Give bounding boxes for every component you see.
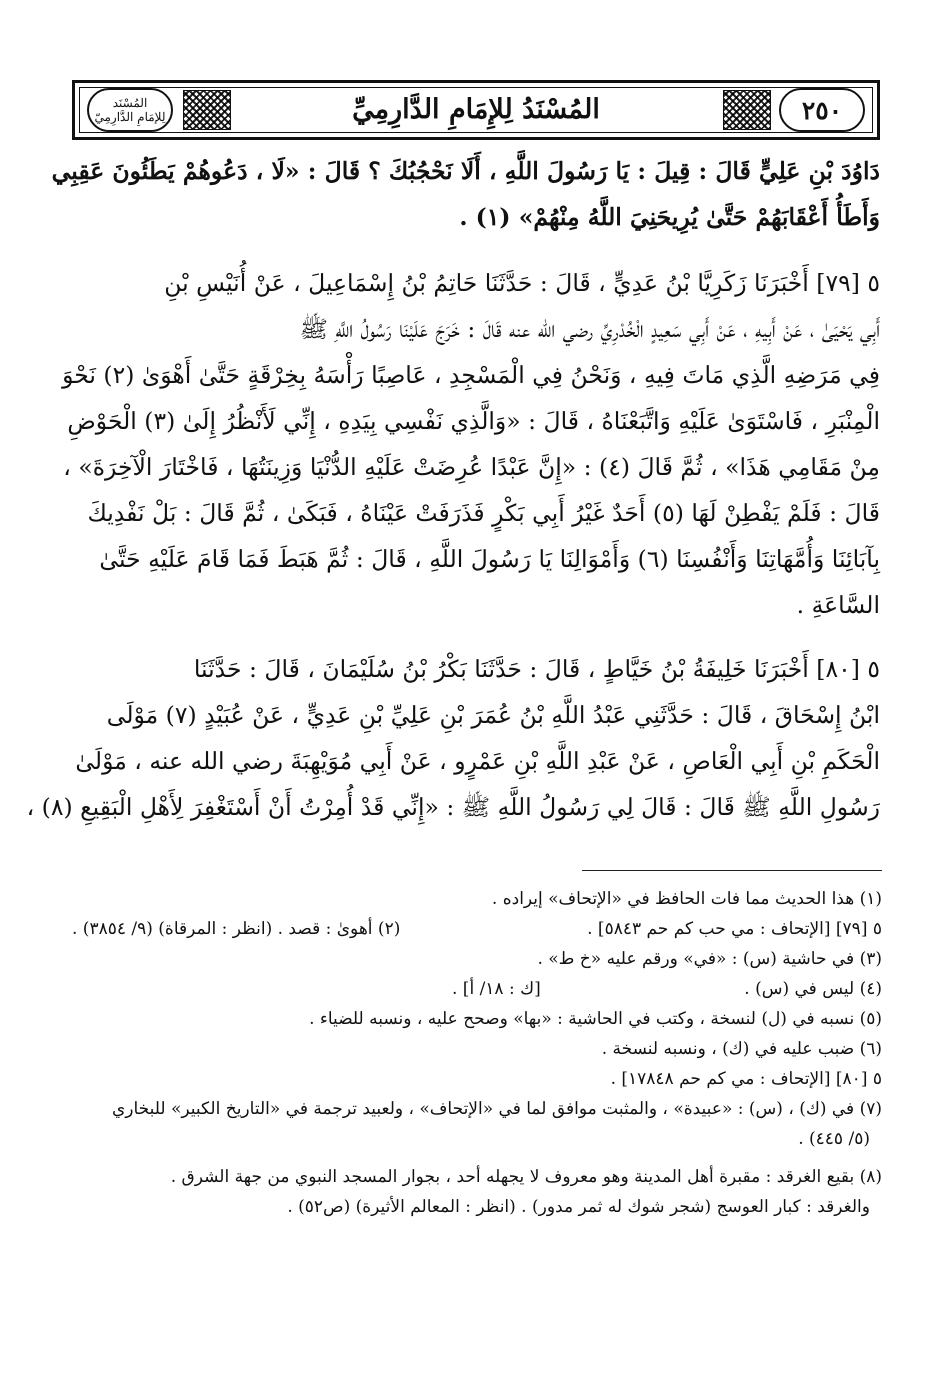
hadith-80: [26, 646, 880, 830]
hadith-79: [62, 260, 880, 628]
text-line: الْمِنْبَرِ ، فَاسْتَوَىٰ عَلَيْهِ وَاتَّبَعْنَاهُ ، قَالَ : «وَالَّذِي نَفْسِي بِيَدِهِ ، إِنِّي لَأَنْظُرُ إِلَىٰ (٣) الْحَوْضِ: [67, 407, 880, 435]
footnote-80-reference: ٥ [٨٠] [الإتحاف : مي كم حم ١٧٨٤٨] .: [610, 1069, 882, 1089]
footnote-4: (٤) ليس في (س) .: [744, 979, 882, 999]
page-number-cartouche: [779, 88, 865, 132]
footnote-3: (٣) في حاشية (س) : «في» ورقم عليه «خ ط» .: [537, 949, 882, 969]
page-header: [72, 80, 880, 140]
main-text: [26, 148, 880, 830]
text-line: الْحَكَمِ بْنِ أَبِي الْعَاصِ ، عَنْ عَبْدِ اللَّهِ بْنِ عَمْرٍو ، عَنْ أَبِي مُوَيْهِبَةَ رضي الله عنه ، مَوْلَىٰ: [75, 747, 880, 775]
text-line: وَأَطَأُ أَعْقَابَهُمْ حَتَّىٰ يُرِيحَنِيَ اللَّهُ مِنْهُمْ» (١) .: [459, 203, 880, 231]
page-number: ٢٥٠: [801, 95, 843, 125]
text-line: مِنْ مَقَامِي هَذَا» ، ثُمَّ قَالَ (٤) : «إِنَّ عَبْدًا عُرِضَتْ عَلَيْهِ الدُّنْيَا وَزِينَتُهَا ، فَاخْتَارَ الْآخِرَةَ» ،: [63, 453, 880, 481]
text-line: دَاوُدَ بْنِ عَلِيٍّ قَالَ : قِيلَ : يَا رَسُولَ اللَّهِ ، أَلَا نَحْجُبُكَ ؟ قَالَ : «لَا ، دَعُوهُمْ يَطَئُونَ عَقِبِي: [51, 157, 880, 185]
footnote-7: (٧) في (ك) ، (س) : «عبيدة» ، والمثبت موافق لما في «الإتحاف» ، ولعبيد ترجمة في «التاريخ الكبير» للبخاري: [111, 1099, 882, 1119]
text-line: أَبِي يَحْيَىٰ ، عَنْ أَبِيهِ ، عَنْ أَبِي سَعِيدٍ الْخُدْرِيِّ رضي الله عنه قَالَ : خَرَجَ عَلَيْنَا رَسُولُ اللَّهِ ﷺ: [299, 315, 880, 343]
continuation-block: [51, 148, 880, 240]
footnote-8-continued: والغرقد : كبار العوسج (شجر شوك له ثمر مدور) . (انظر : المعالم الأثيرة) (ص٥٢) .: [287, 1197, 870, 1217]
text-line: قَالَ : فَلَمْ يَفْطِنْ لَهَا (٥) أَحَدٌ غَيْرُ أَبِي بَكْرٍ فَذَرَفَتْ عَيْنَاهُ ، فَبَكَىٰ ، ثُمَّ قَالَ : بَلْ نَفْدِيكَ: [87, 499, 880, 527]
footnote-2: (٢) أهوىٰ : قصد . (انظر : المرقاة) (٩/ ٣٨٥٤) .: [72, 919, 401, 939]
text-line: ٥ [٨٠] أَخْبَرَنَا خَلِيفَةُ بْنُ خَيَّاطٍ ، قَالَ : حَدَّثَنَا بَكْرُ بْنُ سُلَيْمَانَ ، قَالَ : حَدَّثَنَا: [193, 655, 880, 683]
footnote-1: (١) هذا الحديث مما فات الحافظ في «الإتحاف» إيراده .: [491, 889, 882, 909]
footnote-4-manuscript-ref: [ك : ١٨/ أ] .: [452, 979, 541, 999]
series-seal-text: المُسْنَد لِلإمَامِ الدَّارِمِيّ: [94, 96, 166, 124]
footnote-6: (٦) ضبب عليه في (ك) ، ونسبه لنسخة .: [601, 1039, 882, 1059]
series-seal: [87, 88, 173, 132]
text-line: السَّاعَةِ .: [796, 591, 880, 619]
footnote-7-continued: (٥/ ٤٤٥) .: [798, 1129, 870, 1149]
text-line: ابْنُ إِسْحَاقَ ، قَالَ : حَدَّثَنِي عَبْدُ اللَّهِ بْنُ عُمَرَ بْنِ عَلِيِّ بْنِ عَدِيٍّ ، عَنْ عُبَيْدٍ (٧) مَوْلَى: [106, 701, 880, 729]
text-line: فِي مَرَضِهِ الَّذِي مَاتَ فِيهِ ، وَنَحْنُ فِي الْمَسْجِدِ ، عَاصِبًا رَأْسَهُ بِخِرْقَةٍ حَتَّىٰ أَهْوَىٰ (٢) نَحْوَ: [62, 361, 880, 389]
footnote-5: (٥) نسبه في (ل) لنسخة ، وكتب في الحاشية : «بها» وصحح عليه ، ونسبه للضياء .: [309, 1009, 882, 1029]
running-title: المُسْنَدُ لِلإِمَامِ الدَّارِمِيِّ: [352, 93, 600, 125]
footnotes: [72, 884, 882, 1222]
footnote-8: (٨) بقيع الغرقد : مقبرة أهل المدينة وهو معروف لا يجهله أحد ، بجوار المسجد النبوي من جهة الشرق .: [170, 1167, 882, 1187]
ornament-left: [183, 90, 231, 130]
footnote-row-79: [72, 914, 882, 944]
footnote-divider: [582, 870, 882, 871]
footnote-79-reference: ٥ [٧٩] [الإتحاف : مي حب كم حم ٥٨٤٣] .: [587, 919, 882, 939]
footnote-row-4: [72, 974, 882, 1004]
text-line: ٥ [٧٩] أَخْبَرَنَا زَكَرِيَّا بْنُ عَدِيٍّ ، قَالَ : حَدَّثَنَا حَاتِمُ بْنُ إِسْمَاعِيلَ ، عَنْ أُنَيْسِ بْنِ: [164, 269, 880, 297]
text-line: بِآبَائِنَا وَأُمَّهَاتِنَا وَأَنْفُسِنَا (٦) وَأَمْوَالِنَا يَا رَسُولَ اللَّهِ ، قَالَ : ثُمَّ هَبَطَ فَمَا قَامَ عَلَيْهِ حَتَّىٰ: [99, 545, 880, 573]
ornament-right: [723, 90, 771, 130]
text-line: رَسُولِ اللَّهِ ﷺ قَالَ : قَالَ لِي رَسُولُ اللَّهِ ﷺ : «إِنِّي قَدْ أُمِرْتُ أَنْ أَسْتَغْفِرَ لِأَهْلِ الْبَقِيعِ (٨) ،: [26, 793, 880, 821]
